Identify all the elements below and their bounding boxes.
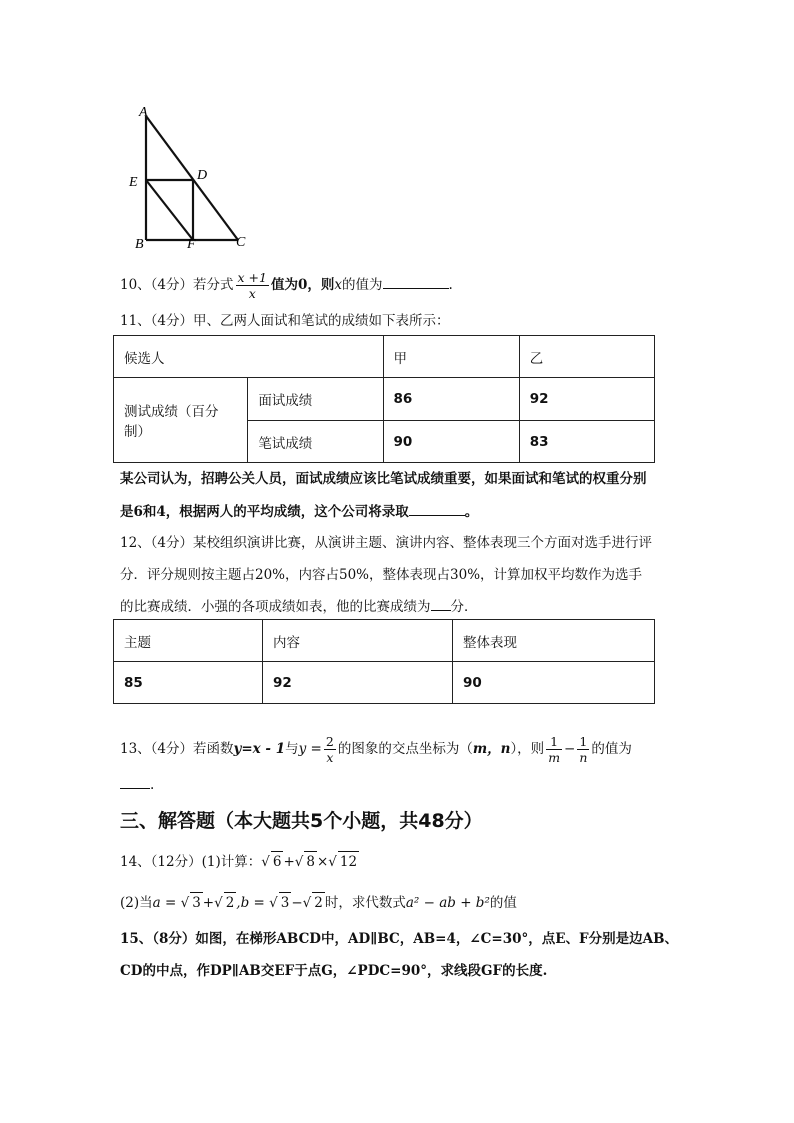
question-11-text-1: 某公司认为，招聘公关人员，面试成绩应该比笔试成绩重要，如果面试和笔试的权重分别 bbox=[120, 471, 647, 487]
question-12-line-3: 的比赛成绩．小强的各项成绩如表，他的比赛成绩为 分． bbox=[120, 596, 478, 617]
point-b-label: B bbox=[135, 237, 144, 252]
header-theme: 主题 bbox=[114, 620, 263, 662]
cell-value: 90 bbox=[453, 662, 655, 704]
cell-value: 92 bbox=[519, 378, 654, 421]
score-table bbox=[113, 335, 655, 463]
answer-blank[interactable] bbox=[409, 501, 465, 516]
question-11-intro: 11、（4分）甲、乙两人面试和笔试的成绩如下表所示： bbox=[120, 313, 450, 329]
question-15-line-1: 15、（8分）如图，在梯形ABCD中，AD∥BC，AB=4，∠C=30°，点E、F分别是边AB、 bbox=[120, 931, 679, 947]
answer-blank[interactable] bbox=[383, 274, 449, 289]
contest-score-table bbox=[113, 619, 655, 704]
question-14-part-1: 14、（12分）(1)计算：√ 6 +√ 8 ×√ 12 bbox=[120, 851, 359, 872]
question-12-line-2: 分．评分规则按主题占20%，内容占50%，整体表现占30%，计算加权平均数作为选手 bbox=[120, 567, 643, 583]
answer-blank[interactable] bbox=[431, 596, 451, 611]
row-label: 笔试成绩 bbox=[248, 421, 383, 463]
fraction: $\frac{1}{m}$ bbox=[548, 734, 561, 765]
header-content: 内容 bbox=[263, 620, 453, 662]
question-14-part-2: (2)当a = √ 3 +√ 2 ,b = √ 3 −√ 2 时，求代数式a² − ab + b²的值 bbox=[120, 892, 517, 913]
fraction: $\frac{2}{x}$ bbox=[325, 734, 334, 765]
fraction: $\frac{1}{n}$ bbox=[579, 734, 588, 765]
cell-value: 85 bbox=[114, 662, 263, 704]
point-f-label: F bbox=[187, 237, 196, 252]
cell-value: 83 bbox=[519, 421, 654, 463]
fraction: $\frac{x +1}{x}$ bbox=[237, 270, 267, 301]
question-11-text-2: 是6和4，根据两人的平均成绩，这个公司将录取 。 bbox=[120, 501, 478, 522]
question-13: 13、（4分）若函数y=x - 1与y = $\frac{2}{x}$ 的图象的交点坐标为（m，n），则 $\frac{1}{m}$ − $\frac{1}{n}$ 的值为 bbox=[120, 734, 632, 765]
header-jia: 甲 bbox=[383, 336, 519, 378]
question-13-answer: . bbox=[120, 774, 154, 795]
header-performance: 整体表现 bbox=[453, 620, 655, 662]
header-candidate: 候选人 bbox=[114, 336, 384, 378]
cell-value: 86 bbox=[383, 378, 519, 421]
question-10: 10、（4分）若分式 $\frac{x +1}{x}$ 值为0，则x的值为 . bbox=[120, 270, 453, 301]
point-c-label: C bbox=[236, 235, 246, 250]
segment-ef bbox=[146, 180, 193, 240]
cell-value: 92 bbox=[263, 662, 453, 704]
point-a-label: A bbox=[139, 105, 148, 120]
point-e-label: E bbox=[129, 175, 138, 190]
geometry-figure bbox=[125, 100, 265, 255]
question-15-line-2: CD的中点，作DP∥AB交EF于点G，∠PDC=90°，求线段GF的长度. bbox=[120, 963, 548, 979]
cell-value: 90 bbox=[383, 421, 519, 463]
header-yi: 乙 bbox=[519, 336, 654, 378]
section-heading: 三、解答题（本大题共5个小题，共48分） bbox=[120, 810, 483, 832]
row-label: 面试成绩 bbox=[248, 378, 383, 421]
point-d-label: D bbox=[197, 168, 208, 183]
answer-blank[interactable] bbox=[120, 774, 150, 789]
group-label: 测试成绩（百分制） bbox=[114, 378, 248, 463]
question-12-line-1: 12、（4分）某校组织演讲比赛，从演讲主题、演讲内容、整体表现三个方面对选手进行评 bbox=[120, 535, 653, 551]
